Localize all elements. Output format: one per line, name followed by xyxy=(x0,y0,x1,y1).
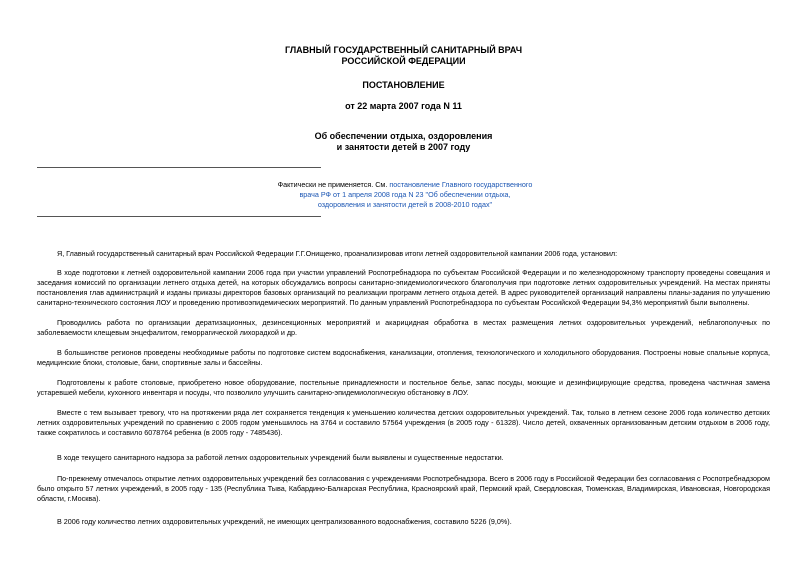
note-link-line-2[interactable]: врача РФ от 1 апреля 2008 года N 23 "Об обеспечении отдыха, xyxy=(299,190,511,199)
applicability-note xyxy=(200,180,610,210)
title-line-2: и занятости детей в 2007 году xyxy=(336,142,471,152)
document-date-number: от 22 марта 2007 года N 11 xyxy=(345,101,462,111)
paragraph-1: Я, Главный государственный санитарный врач Российской Федерации Г.Г.Онищенко, проанализировав итоги летней оздоровительной кампании 2006 года, установил: xyxy=(57,249,618,258)
paragraph-2: В ходе подготовки к летней оздоровительной кампании 2006 года при участии управлений Роспотребнадзора по субъектам Российской Федерации и по железнодорожному транспорту проведены совещания и заседания комиссий по организации летнего отдыха детей, на которых обсуждались вопросы санитарно-эпидемиологического благополучия при подготовке летних оздоровительных учреждений. На местах приняты постановления глав администраций и изданы приказы директоров базовых организаций по реализации программ летнего отдыха детей. В адрес руководителей организаций направлены планы-задания по улучшению санитарно-технического состояния ЛОУ и проведению противоэпидемических мероприятий. По данным управлений Роспотребнадзора по субъектам Российской Федерации 94,3% мероприятий были выполнены. xyxy=(37,268,770,307)
document-type: ПОСТАНОВЛЕНИЕ xyxy=(362,80,445,90)
paragraph-4: В большинстве регионов проведены необходимые работы по подготовке систем водоснабжения, канализации, отопления, технологического и холодильного оборудования. Построены новые спальные корпуса, медицинские блоки, столовые, бани, спортивные залы и бассейны. xyxy=(37,348,770,367)
paragraph-8: По-прежнему отмечалось открытие летних оздоровительных учреждений без согласования с учреждениями Роспотребнадзора. Всего в 2006 году в Российской Федерации без согласования с Роспотребнадзором было открыто 57 летних учреждений, в 2005 году - 135 (Республика Тыва, Кабардино-Балкарская Республика, Красноярский край, Пермский край, Свердловская, Тюменская, Владимирская, Ивановская, Новгородская области, г.Москва). xyxy=(37,474,770,503)
paragraph-5: Подготовлены к работе столовые, приобретено новое оборудование, постельные принадлежности и постельное белье, запас посуды, моющие и дезинфицирующие средства, проведена частичная замена устаревшей мебели, кухонного инвентаря и посуды, что позволило улучшить санитарно-эпидемиологическую обстановку в ЛОУ. xyxy=(37,378,770,397)
paragraph-6: Вместе с тем вызывает тревогу, что на протяжении ряда лет сохраняется тенденция к уменьшению количества детских оздоровительных учреждений. Так, только в летнем сезоне 2006 года количество детских летних оздоровительных учреждений по сравнению с 2005 годом уменьшилось на 3764 и составило 57564 учреждения (в 2005 году - 61328). Число детей, охваченных организованным детским отдыхом в 2006 году, также сократилось и составило 6078764 ребенка (в 2005 году - 7485436). xyxy=(37,408,770,437)
paragraph-9: В 2006 году количество летних оздоровительных учреждений, не имеющих централизованного водоснабжения, составило 5226 (9,0%). xyxy=(57,517,512,526)
document-title xyxy=(0,131,807,153)
paragraph-3: Проводились работа по организации дератизационных, дезинсекционных мероприятий и акарицидная обработка в местах размещения летних оздоровительных учреждений, неблагополучных по заболеваемости клещевым энцефалитом, геморрагической лихорадкой и др. xyxy=(37,318,770,337)
note-prefix: Фактически не применяется. См. xyxy=(277,180,390,189)
authority-line-1: ГЛАВНЫЙ ГОСУДАРСТВЕННЫЙ САНИТАРНЫЙ ВРАЧ xyxy=(284,45,523,55)
authority-heading xyxy=(0,45,807,67)
note-top-divider xyxy=(37,167,321,168)
title-line-1: Об обеспечении отдыха, оздоровления xyxy=(314,131,493,141)
note-link-line-3[interactable]: оздоровления и занятости детей в 2008-2010 годах" xyxy=(317,200,493,209)
authority-line-2: РОССИЙСКОЙ ФЕДЕРАЦИИ xyxy=(341,56,466,66)
note-bottom-divider xyxy=(37,216,321,217)
paragraph-7: В ходе текущего санитарного надзора за работой летних оздоровительных учреждений были выявлены и существенные недостатки. xyxy=(57,453,504,462)
note-link-line-1[interactable]: постановление Главного государственного xyxy=(389,180,533,189)
